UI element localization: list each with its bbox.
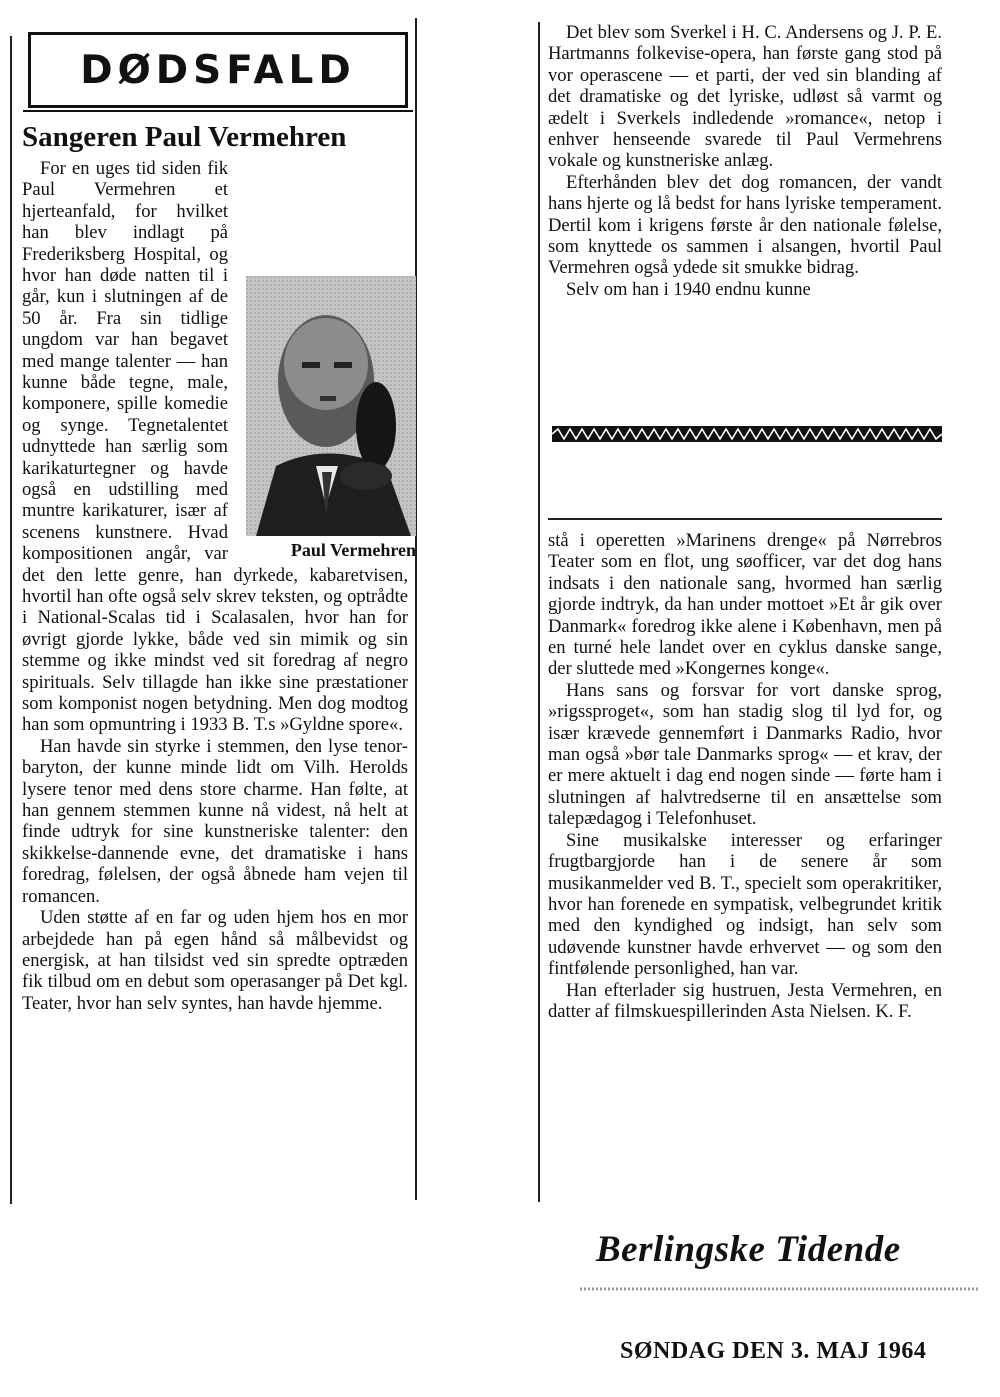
left-column-rule [10,36,12,1204]
right-paragraph: stå i operetten »Marinens drenge« på Nørrebros Teater som en flot, ung søofficer, var det dog hans indsats i den nationale sang, hvormed han særlig gjorde indtryk, da han under mottoet »Et år gik over Danmark« foredrog ikke alene i København, men på en turné hele landet over en cyklus danske sange, der sluttede med »Kongernes konge«. [548,530,942,680]
right-column-top [548,22,942,300]
section-title: DØDSFALD [80,47,356,93]
section-header-box [28,32,408,108]
article-body-left [22,157,416,1014]
left-paragraph: Uden støtte af en far og uden hjem hos en mor arbejdede han på egen hånd så målbevidst og energisk, at han tilsidst ved sin spredte optræden fik tilbud om en debut som operasanger på Det kgl. Teater, hvor han selv syntes, han havde hjemme. [22,907,408,1014]
masthead-dotted-rule [580,1282,980,1296]
right-paragraph: Sine musikalske interesser og erfaringer frugtbargjorde han i de senere år som musikanmelder ved B. T., specielt som operakritiker, hvor han forenede en sympatisk, velbegrundet kritik med den kyndighed og indsigt, han selv som udøvende kunstner havde erhvervet — og som den fintfølende personlighed, han var. [548,829,942,980]
article-headline: Sangeren Paul Vermehren [22,121,347,153]
portrait-photo [246,276,416,536]
right-paragraph: Hans sans og forsvar for vort danske sprog, »rigssproget«, som han stadig slog til lyd for, og især krævede gennemført i Danmarks Radio, hvor man også »bør tale Danmarks sprog« — et krav, der er mere aktuelt i dag end nogen sinde — førte ham i slutningen af halvtredserne til en ansættelse som talepædagog i Telefonhuset. [548,679,942,830]
right-column-top-rule [548,518,942,520]
right-column-bottom [548,530,942,1022]
center-rule-right [538,22,540,1202]
publication-date: SØNDAG DEN 3. MAJ 1964 [620,1338,927,1364]
center-rule-left [415,18,417,1200]
newspaper-masthead: Berlingske Tidende [596,1229,901,1270]
zigzag-divider [552,426,942,442]
right-paragraph: Efterhånden blev det dog romancen, der vandt hans hjerte og lå bedst for hans lyriske temperament. Dertil kom i krigens første år den nationale følelse, som knyttede os sammen i alsangen, hvortil Paul Vermehren også ydede sit smukke bidrag. [548,171,942,279]
right-paragraph: Han efterlader sig hustruen, Jesta Vermehren, en datter af filmskuespillerinden Asta Nielsen. K. F. [548,979,942,1022]
left-column [22,32,416,1014]
portrait-photo-icon [246,276,416,536]
photo-caption: Paul Vermehren [290,539,416,560]
left-paragraph: For en uges tid siden fik Paul Vermehren et hjerteanfald, for hvilket han blev indlagt på Frederiksberg Hospital, og hvor han døde natten til i går, kun i slutningen af de 50 år. Fra sin tidlige ungdom var han begavet med mange talenter — han kunne både tegne, male, komponere, spille komedie og synge. Tegnetalentet udnyttede han særlig som karikaturtegner og havde også en udstilling med muntre karikaturer, især af scenens kunstnere. Hvad kompositionen angår, var det den lette genre, han dyrkede, kabaretvisen, hvortil han ofte også selv skrev teksten, og optrådte i National-Scalas tid i Scalasalen, hvor han for øvrigt gjorde lykke, både ved sin mimik og sin stemme og ikke mindst ved sit foredrag af negro spirituals. Selv tillagde han ikke sine præstationer som komponist nogen betydning. Men dog modtog han som opmuntring i 1933 B. T.s »Gyldne spore«. [22,157,408,736]
right-paragraph: Det blev som Sverkel i H. C. Andersens og J. P. E. Hartmanns folkevise-opera, han første gang stod på vor operascene — et parti, der ved sin blanding af det dramatiske og det lyriske, udløst så varmt og ædelt i Sverkels indledende »romance«, netop i enhver henseende svarede til Paul Vermehrens vokale og kunstneriske anlæg. [548,22,942,172]
photo-block [236,276,416,561]
left-paragraph: Han havde sin styrke i stemmen, den lyse tenor-baryton, der kunne minde lidt om Vilh. Herolds lysere tenor med dens store charme. Han følte, at han gennem stemmen kunne nå videst, nå helt at finde udtryk for sine kunstneriske talenter: den skikkelse-dannende evne, det dramatiske i hans foredrag, følelsen, der også åbnede ham vejen til romancen. [22,735,408,907]
right-paragraph: Selv om han i 1940 endnu kunne [566,278,811,300]
